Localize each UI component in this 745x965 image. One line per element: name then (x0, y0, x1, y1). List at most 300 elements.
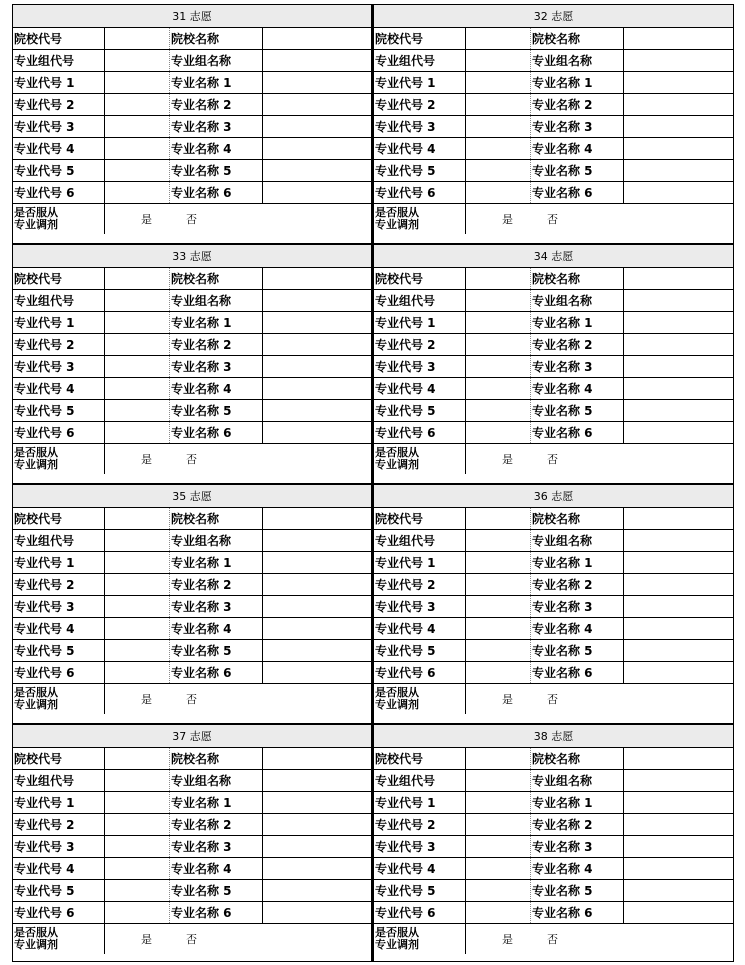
row-major-4 (374, 858, 733, 880)
row-school (374, 28, 733, 50)
major-name-label: 专业名称 1 (531, 792, 624, 813)
major-code-field[interactable] (466, 312, 531, 333)
row-major-6 (13, 902, 371, 924)
major-code-field[interactable] (105, 640, 170, 661)
major-name-field[interactable] (624, 902, 733, 923)
school-code-label: 院校代号 (374, 508, 466, 529)
major-code-label: 专业代号 2 (374, 334, 466, 355)
school-code-field[interactable] (105, 268, 170, 289)
row-major-1 (374, 312, 733, 334)
major-code-field[interactable] (105, 312, 170, 333)
preference-block (372, 4, 734, 244)
row-major-5 (374, 400, 733, 422)
major-code-label: 专业代号 5 (374, 160, 466, 181)
yes-option[interactable]: 是 (141, 933, 152, 946)
major-code-field[interactable] (466, 814, 531, 835)
major-code-label: 专业代号 5 (13, 160, 105, 181)
group-name-field[interactable] (624, 770, 733, 791)
row-major-1 (13, 72, 371, 94)
yes-option[interactable]: 是 (141, 213, 152, 226)
major-name-field[interactable] (624, 72, 733, 93)
school-name-label: 院校名称 (170, 28, 263, 49)
group-code-field[interactable] (466, 770, 531, 791)
major-code-field[interactable] (105, 880, 170, 901)
major-code-field[interactable] (466, 334, 531, 355)
adjust-choice (466, 444, 733, 474)
major-code-field[interactable] (105, 618, 170, 639)
no-option[interactable]: 否 (186, 213, 197, 226)
major-code-label: 专业代号 2 (13, 574, 105, 595)
major-code-label: 专业代号 3 (374, 836, 466, 857)
row-adjust (13, 684, 371, 714)
group-name-field[interactable] (624, 290, 733, 311)
major-name-label: 专业名称 6 (170, 182, 263, 203)
major-name-field[interactable] (263, 422, 371, 443)
school-name-label: 院校名称 (531, 748, 624, 769)
row-major-2 (13, 814, 371, 836)
block-title: 37 志愿 (13, 725, 371, 748)
major-code-label: 专业代号 1 (374, 552, 466, 573)
group-name-field[interactable] (263, 290, 371, 311)
school-code-field[interactable] (466, 28, 531, 49)
no-option[interactable]: 否 (547, 453, 558, 466)
major-name-field[interactable] (263, 574, 371, 595)
adjust-choice (466, 684, 733, 714)
major-name-label: 专业名称 6 (531, 182, 624, 203)
major-name-label: 专业名称 6 (170, 662, 263, 683)
major-name-field[interactable] (263, 116, 371, 137)
no-option[interactable]: 否 (186, 933, 197, 946)
major-code-label: 专业代号 3 (374, 116, 466, 137)
major-name-field[interactable] (624, 356, 733, 377)
major-name-label: 专业名称 1 (170, 72, 263, 93)
school-name-field[interactable] (263, 748, 371, 769)
major-code-label: 专业代号 1 (13, 312, 105, 333)
major-code-field[interactable] (466, 662, 531, 683)
school-code-field[interactable] (105, 748, 170, 769)
major-code-field[interactable] (466, 400, 531, 421)
major-code-field[interactable] (105, 116, 170, 137)
group-code-label: 专业组代号 (374, 50, 466, 71)
major-name-field[interactable] (624, 814, 733, 835)
major-name-field[interactable] (624, 836, 733, 857)
major-name-label: 专业名称 4 (531, 138, 624, 159)
major-name-field[interactable] (624, 858, 733, 879)
major-name-field[interactable] (263, 618, 371, 639)
major-code-field[interactable] (105, 160, 170, 181)
yes-option[interactable]: 是 (502, 693, 513, 706)
major-name-label: 专业名称 3 (531, 356, 624, 377)
row-major-6 (374, 422, 733, 444)
major-code-field[interactable] (466, 618, 531, 639)
major-code-label: 专业代号 2 (13, 94, 105, 115)
major-name-field[interactable] (624, 160, 733, 181)
row-school (13, 268, 371, 290)
row-major-4 (13, 618, 371, 640)
row-major-1 (374, 72, 733, 94)
yes-option[interactable]: 是 (502, 213, 513, 226)
group-name-field[interactable] (263, 50, 371, 71)
block-title: 33 志愿 (13, 245, 371, 268)
no-option[interactable]: 否 (547, 693, 558, 706)
group-name-label: 专业组名称 (170, 290, 263, 311)
major-code-field[interactable] (105, 94, 170, 115)
group-code-field[interactable] (105, 290, 170, 311)
school-name-label: 院校名称 (531, 268, 624, 289)
school-name-field[interactable] (624, 28, 733, 49)
major-name-field[interactable] (624, 378, 733, 399)
school-name-label: 院校名称 (170, 748, 263, 769)
major-code-field[interactable] (466, 422, 531, 443)
major-name-label: 专业名称 2 (531, 814, 624, 835)
major-name-label: 专业名称 1 (170, 792, 263, 813)
major-code-field[interactable] (105, 836, 170, 857)
no-option[interactable]: 否 (186, 693, 197, 706)
major-name-field[interactable] (263, 182, 371, 203)
school-name-label: 院校名称 (170, 268, 263, 289)
row-major-3 (374, 116, 733, 138)
school-name-label: 院校名称 (170, 508, 263, 529)
group-name-label: 专业组名称 (170, 770, 263, 791)
major-name-label: 专业名称 4 (170, 858, 263, 879)
row-adjust (13, 444, 371, 474)
major-code-field[interactable] (105, 138, 170, 159)
major-name-label: 专业名称 4 (170, 138, 263, 159)
major-code-label: 专业代号 2 (374, 814, 466, 835)
major-code-label: 专业代号 6 (13, 182, 105, 203)
yes-option[interactable]: 是 (502, 453, 513, 466)
major-code-field[interactable] (105, 814, 170, 835)
major-name-field[interactable] (624, 116, 733, 137)
row-major-6 (374, 182, 733, 204)
major-code-label: 专业代号 2 (13, 334, 105, 355)
row-major-6 (13, 422, 371, 444)
major-name-label: 专业名称 5 (170, 880, 263, 901)
group-code-field[interactable] (466, 290, 531, 311)
preference-form (12, 4, 734, 962)
major-code-label: 专业代号 1 (374, 72, 466, 93)
group-name-label: 专业组名称 (531, 290, 624, 311)
major-code-label: 专业代号 3 (374, 596, 466, 617)
major-code-field[interactable] (466, 574, 531, 595)
preference-block (12, 4, 372, 244)
row-group (13, 290, 371, 312)
row-major-4 (13, 378, 371, 400)
major-name-field[interactable] (263, 792, 371, 813)
major-code-field[interactable] (105, 182, 170, 203)
major-name-field[interactable] (624, 334, 733, 355)
row-major-6 (374, 662, 733, 684)
major-name-label: 专业名称 3 (531, 596, 624, 617)
school-name-field[interactable] (624, 268, 733, 289)
group-code-field[interactable] (105, 770, 170, 791)
row-school (13, 508, 371, 530)
school-name-label: 院校名称 (531, 28, 624, 49)
major-name-label: 专业名称 5 (531, 160, 624, 181)
yes-option[interactable]: 是 (502, 933, 513, 946)
school-code-field[interactable] (466, 748, 531, 769)
row-major-2 (374, 814, 733, 836)
major-code-label: 专业代号 6 (374, 182, 466, 203)
major-name-field[interactable] (624, 400, 733, 421)
preference-block (12, 724, 372, 962)
major-name-label: 专业名称 4 (531, 618, 624, 639)
major-name-field[interactable] (263, 836, 371, 857)
major-name-field[interactable] (263, 94, 371, 115)
row-adjust (374, 684, 733, 714)
school-name-field[interactable] (263, 28, 371, 49)
major-name-field[interactable] (624, 422, 733, 443)
major-name-field[interactable] (263, 160, 371, 181)
school-code-field[interactable] (105, 508, 170, 529)
major-code-field[interactable] (466, 902, 531, 923)
major-name-field[interactable] (624, 596, 733, 617)
major-name-label: 专业名称 4 (531, 378, 624, 399)
row-adjust (13, 204, 371, 234)
major-code-label: 专业代号 1 (13, 792, 105, 813)
major-name-label: 专业名称 5 (531, 400, 624, 421)
yes-option[interactable]: 是 (141, 693, 152, 706)
major-code-label: 专业代号 6 (13, 902, 105, 923)
major-code-field[interactable] (105, 400, 170, 421)
row-school (374, 508, 733, 530)
major-code-field[interactable] (466, 138, 531, 159)
group-code-label: 专业组代号 (374, 290, 466, 311)
major-name-field[interactable] (263, 596, 371, 617)
major-code-label: 专业代号 4 (374, 138, 466, 159)
major-name-field[interactable] (624, 662, 733, 683)
major-code-field[interactable] (466, 182, 531, 203)
major-name-field[interactable] (624, 880, 733, 901)
major-code-field[interactable] (466, 116, 531, 137)
major-name-label: 专业名称 3 (170, 596, 263, 617)
row-major-2 (374, 94, 733, 116)
major-name-field[interactable] (624, 138, 733, 159)
preference-block (372, 484, 734, 724)
major-name-field[interactable] (263, 312, 371, 333)
row-major-2 (374, 334, 733, 356)
major-code-label: 专业代号 1 (13, 72, 105, 93)
group-code-field[interactable] (105, 530, 170, 551)
major-name-field[interactable] (624, 792, 733, 813)
major-code-field[interactable] (105, 902, 170, 923)
major-code-field[interactable] (105, 552, 170, 573)
major-code-field[interactable] (466, 378, 531, 399)
group-code-field[interactable] (466, 530, 531, 551)
major-code-field[interactable] (466, 596, 531, 617)
major-code-field[interactable] (466, 836, 531, 857)
group-name-label: 专业组名称 (170, 50, 263, 71)
major-code-label: 专业代号 1 (374, 312, 466, 333)
school-code-label: 院校代号 (374, 748, 466, 769)
major-code-field[interactable] (466, 858, 531, 879)
row-major-3 (13, 836, 371, 858)
row-school (13, 28, 371, 50)
major-name-label: 专业名称 3 (170, 836, 263, 857)
group-code-label: 专业组代号 (13, 50, 105, 71)
major-code-field[interactable] (105, 356, 170, 377)
school-code-field[interactable] (466, 268, 531, 289)
school-name-field[interactable] (624, 748, 733, 769)
major-name-field[interactable] (263, 400, 371, 421)
group-name-field[interactable] (263, 770, 371, 791)
school-name-field[interactable] (263, 268, 371, 289)
major-name-label: 专业名称 1 (531, 312, 624, 333)
major-name-field[interactable] (263, 858, 371, 879)
major-code-field[interactable] (105, 574, 170, 595)
major-name-field[interactable] (263, 902, 371, 923)
group-name-field[interactable] (263, 530, 371, 551)
adjust-label: 是否服从 专业调剂 (374, 204, 466, 234)
major-code-label: 专业代号 5 (13, 400, 105, 421)
major-code-label: 专业代号 4 (13, 138, 105, 159)
major-name-field[interactable] (624, 94, 733, 115)
major-name-field[interactable] (624, 640, 733, 661)
major-name-label: 专业名称 2 (531, 574, 624, 595)
major-code-field[interactable] (466, 552, 531, 573)
major-code-field[interactable] (105, 422, 170, 443)
row-major-6 (13, 662, 371, 684)
major-code-label: 专业代号 3 (13, 356, 105, 377)
major-name-label: 专业名称 2 (531, 334, 624, 355)
major-name-label: 专业名称 6 (170, 422, 263, 443)
major-code-label: 专业代号 3 (13, 116, 105, 137)
major-code-field[interactable] (105, 792, 170, 813)
major-code-label: 专业代号 5 (374, 640, 466, 661)
adjust-label: 是否服从 专业调剂 (13, 204, 105, 234)
row-group (13, 530, 371, 552)
major-name-label: 专业名称 5 (170, 400, 263, 421)
school-code-label: 院校代号 (13, 508, 105, 529)
major-code-label: 专业代号 6 (13, 662, 105, 683)
adjust-choice (105, 204, 371, 234)
major-name-field[interactable] (263, 334, 371, 355)
major-name-label: 专业名称 3 (170, 116, 263, 137)
major-code-label: 专业代号 3 (374, 356, 466, 377)
major-name-field[interactable] (263, 356, 371, 377)
major-code-field[interactable] (105, 378, 170, 399)
group-code-label: 专业组代号 (13, 290, 105, 311)
school-code-field[interactable] (105, 28, 170, 49)
major-code-field[interactable] (466, 880, 531, 901)
major-code-label: 专业代号 2 (13, 814, 105, 835)
group-code-field[interactable] (105, 50, 170, 71)
major-name-label: 专业名称 1 (170, 312, 263, 333)
group-name-field[interactable] (624, 50, 733, 71)
no-option[interactable]: 否 (547, 213, 558, 226)
major-code-field[interactable] (466, 356, 531, 377)
school-code-field[interactable] (466, 508, 531, 529)
major-name-label: 专业名称 2 (170, 574, 263, 595)
preference-block (12, 244, 372, 484)
school-name-field[interactable] (624, 508, 733, 529)
group-name-field[interactable] (624, 530, 733, 551)
row-major-4 (374, 618, 733, 640)
major-code-label: 专业代号 4 (13, 378, 105, 399)
major-name-field[interactable] (263, 138, 371, 159)
row-group (374, 50, 733, 72)
major-code-field[interactable] (466, 160, 531, 181)
group-code-label: 专业组代号 (13, 770, 105, 791)
row-major-3 (13, 116, 371, 138)
row-major-1 (13, 792, 371, 814)
major-name-label: 专业名称 4 (531, 858, 624, 879)
major-code-field[interactable] (466, 792, 531, 813)
major-code-field[interactable] (105, 596, 170, 617)
major-name-field[interactable] (263, 880, 371, 901)
school-code-label: 院校代号 (13, 748, 105, 769)
group-code-label: 专业组代号 (13, 530, 105, 551)
major-name-field[interactable] (263, 662, 371, 683)
adjust-label: 是否服从 专业调剂 (13, 924, 105, 954)
major-name-field[interactable] (263, 552, 371, 573)
yes-option[interactable]: 是 (141, 453, 152, 466)
row-group (13, 770, 371, 792)
school-name-label: 院校名称 (531, 508, 624, 529)
school-name-field[interactable] (263, 508, 371, 529)
row-major-1 (374, 792, 733, 814)
row-major-3 (13, 596, 371, 618)
major-code-label: 专业代号 3 (13, 596, 105, 617)
row-major-5 (374, 640, 733, 662)
major-name-label: 专业名称 4 (170, 618, 263, 639)
group-name-label: 专业组名称 (531, 50, 624, 71)
major-name-field[interactable] (263, 72, 371, 93)
major-name-field[interactable] (263, 378, 371, 399)
major-code-field[interactable] (466, 94, 531, 115)
major-name-field[interactable] (624, 574, 733, 595)
row-group (374, 530, 733, 552)
row-major-4 (13, 858, 371, 880)
major-code-label: 专业代号 4 (13, 858, 105, 879)
major-code-field[interactable] (105, 858, 170, 879)
row-group (13, 50, 371, 72)
major-name-field[interactable] (263, 640, 371, 661)
major-name-label: 专业名称 5 (531, 880, 624, 901)
row-major-1 (13, 552, 371, 574)
major-name-field[interactable] (624, 552, 733, 573)
row-adjust (374, 444, 733, 474)
no-option[interactable]: 否 (547, 933, 558, 946)
row-major-5 (13, 640, 371, 662)
major-name-label: 专业名称 1 (531, 552, 624, 573)
major-code-field[interactable] (105, 334, 170, 355)
major-code-field[interactable] (105, 662, 170, 683)
major-code-field[interactable] (105, 72, 170, 93)
major-name-label: 专业名称 5 (170, 640, 263, 661)
major-name-field[interactable] (624, 182, 733, 203)
row-major-5 (374, 160, 733, 182)
no-option[interactable]: 否 (186, 453, 197, 466)
school-code-label: 院校代号 (13, 28, 105, 49)
major-name-label: 专业名称 6 (531, 662, 624, 683)
major-name-label: 专业名称 5 (170, 160, 263, 181)
major-code-label: 专业代号 6 (374, 902, 466, 923)
major-code-field[interactable] (466, 640, 531, 661)
major-name-field[interactable] (624, 312, 733, 333)
major-name-field[interactable] (263, 814, 371, 835)
row-major-1 (13, 312, 371, 334)
major-code-field[interactable] (466, 72, 531, 93)
major-name-field[interactable] (624, 618, 733, 639)
major-code-label: 专业代号 4 (13, 618, 105, 639)
major-code-label: 专业代号 5 (374, 400, 466, 421)
row-major-5 (13, 880, 371, 902)
major-name-label: 专业名称 2 (170, 814, 263, 835)
row-major-2 (13, 334, 371, 356)
preference-block (372, 244, 734, 484)
group-code-field[interactable] (466, 50, 531, 71)
